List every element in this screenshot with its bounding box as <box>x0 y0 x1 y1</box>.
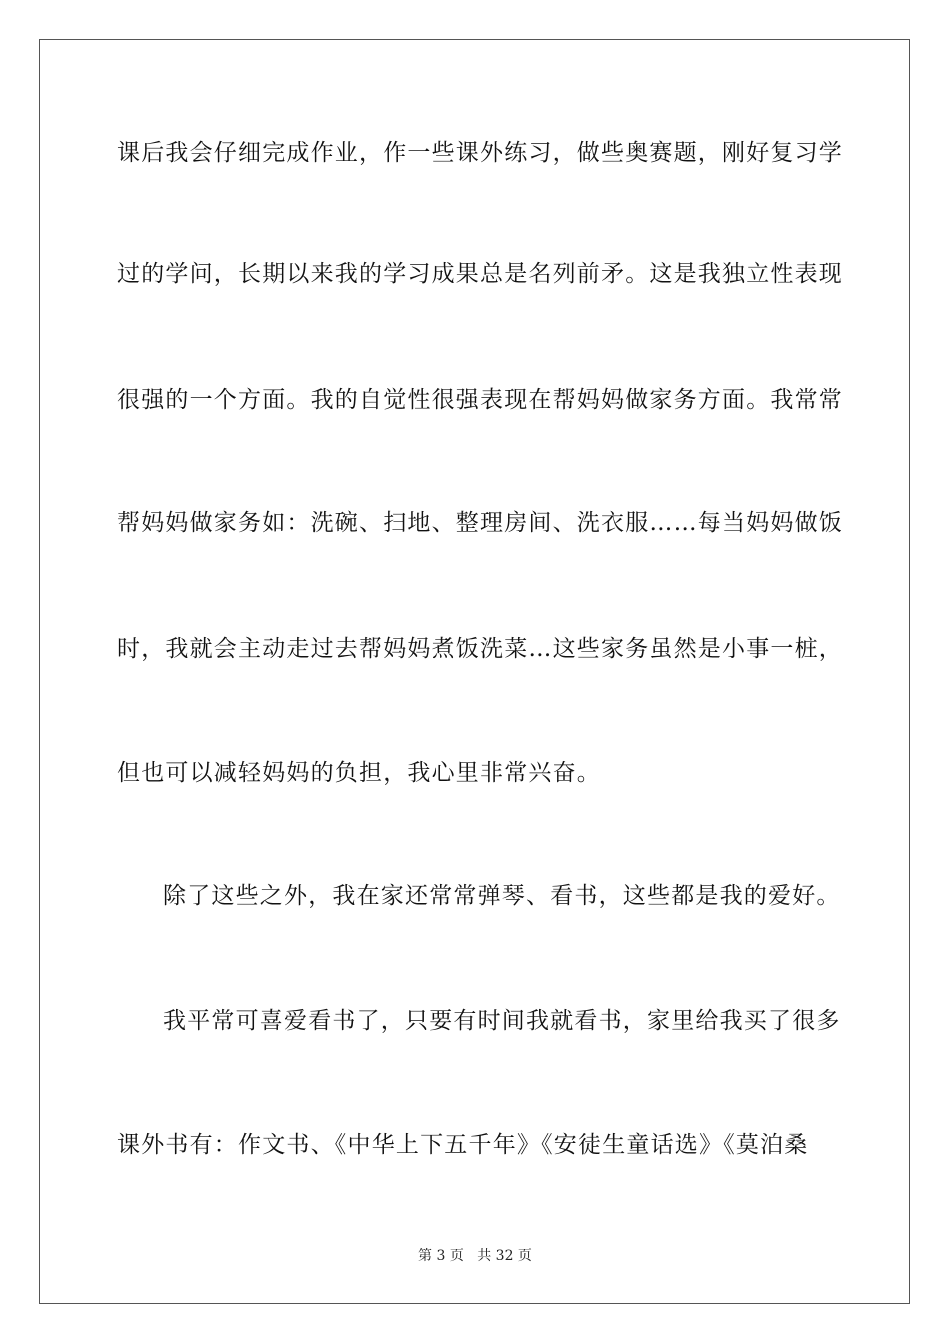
text-line-8: 我平常可喜爱看书了，只要有时间我就看书，家里给我买了很多 <box>163 1008 841 1034</box>
page-total: 共 32 页 <box>477 1248 532 1264</box>
page-frame <box>39 39 910 1304</box>
text-line-1: 课后我会仔细完成作业，作一些课外练习，做些奥赛题，刚好复习学 <box>117 140 843 166</box>
text-line-9: 课外书有：作文书、《中华上下五千年》《安徒生童话选》《莫泊桑 <box>117 1132 809 1158</box>
page-footer <box>0 1245 950 1265</box>
text-line-5: 时，我就会主动走过去帮妈妈煮饭洗菜…这些家务虽然是小事一桩， <box>117 636 843 662</box>
text-line-4: 帮妈妈做家务如：洗碗、扫地、整理房间、洗衣服……每当妈妈做饭 <box>117 510 843 536</box>
text-line-3: 很强的一个方面。我的自觉性很强表现在帮妈妈做家务方面。我常常 <box>117 387 843 413</box>
text-line-2: 过的学问，长期以来我的学习成果总是名列前矛。这是我独立性表现 <box>117 261 843 287</box>
text-line-6: 但也可以减轻妈妈的负担，我心里非常兴奋。 <box>117 760 601 786</box>
text-line-7: 除了这些之外，我在家还常常弹琴、看书，这些都是我的爱好。 <box>163 883 841 909</box>
page-number: 第 3 页 <box>418 1248 464 1264</box>
